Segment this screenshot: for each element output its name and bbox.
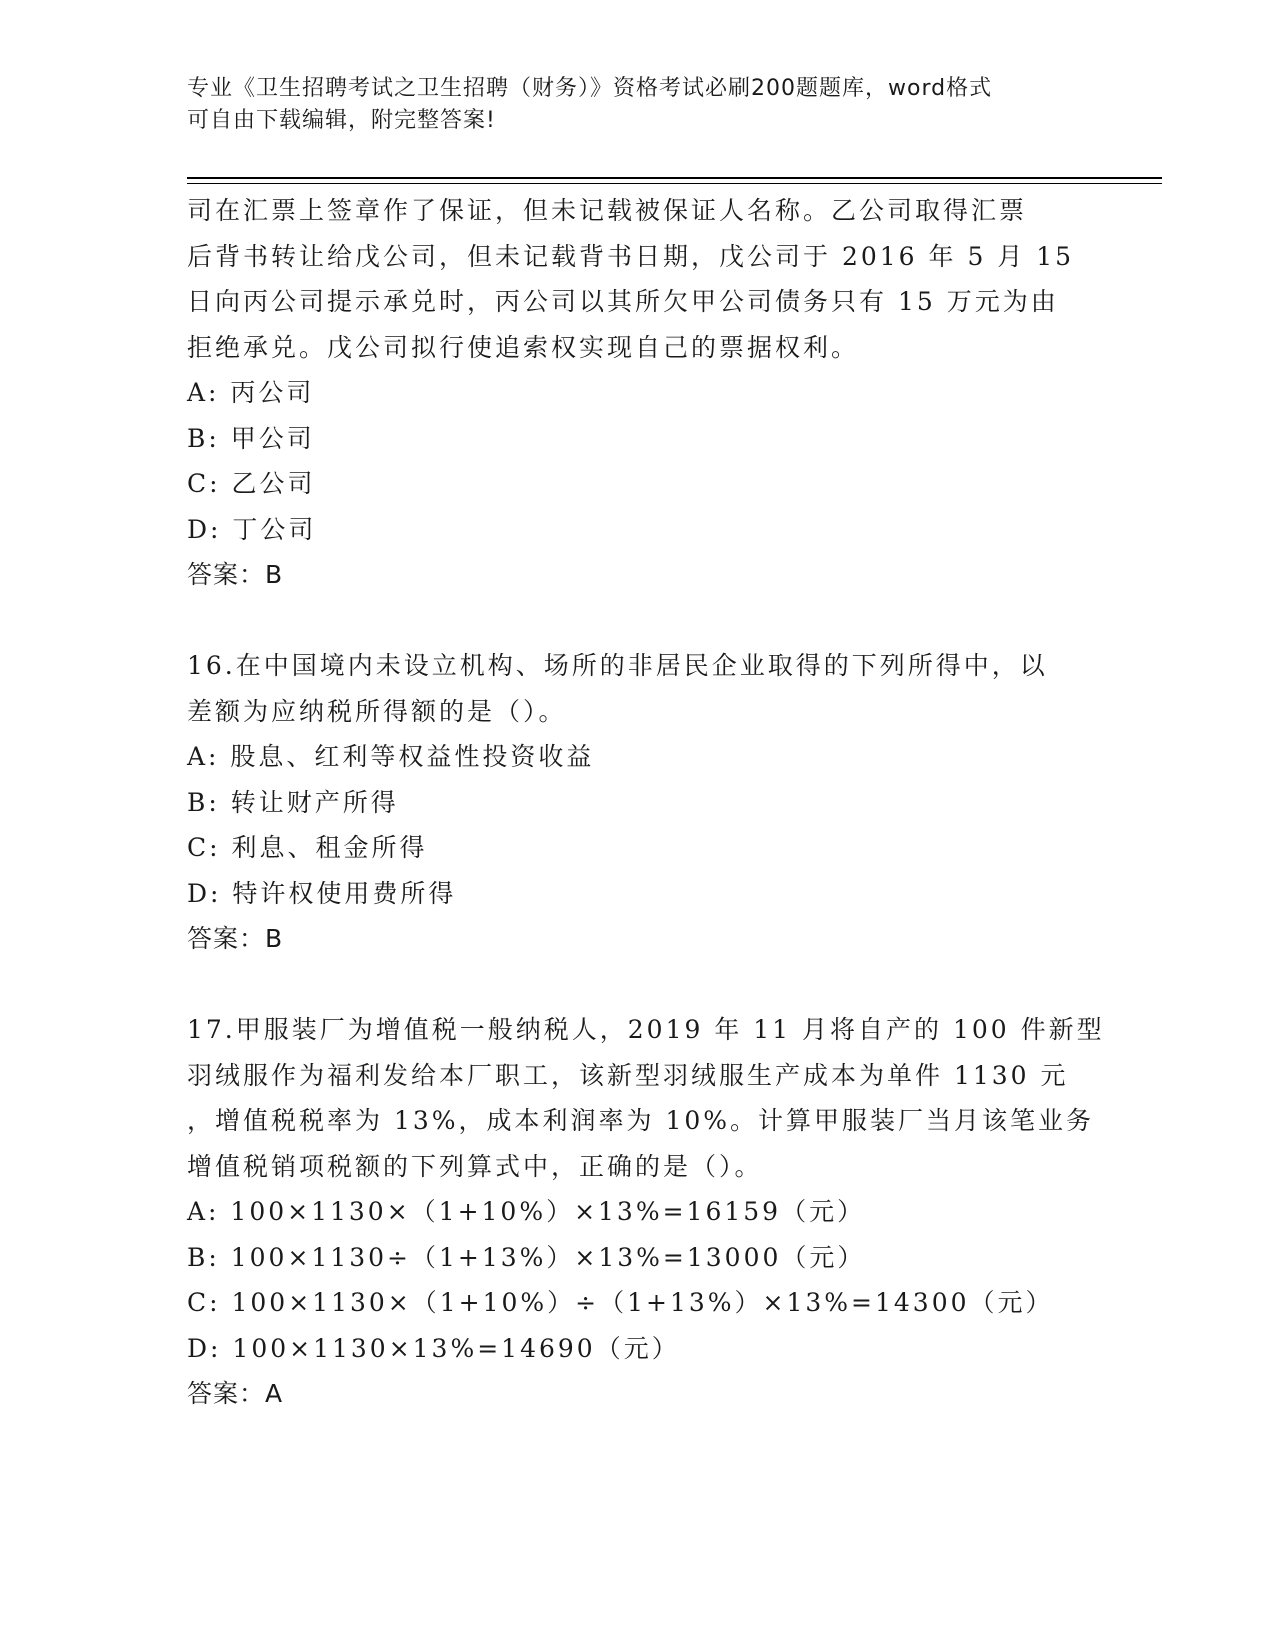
header-title-line-1: 专业《卫生招聘考试之卫生招聘（财务）》资格考试必刷200题题库，word格式 — [187, 76, 993, 101]
option-d: D: 特许权使用费所得 — [187, 878, 457, 908]
answer: 答案：B — [187, 560, 284, 589]
document-header — [187, 73, 1067, 137]
question-text-line: 增值税销项税额的下列算式中，正确的是（）。 — [187, 1151, 763, 1181]
question-text-line: 拒绝承兑。戊公司拟行使追索权实现自己的票据权利。 — [187, 332, 860, 362]
question-text-line: 差额为应纳税所得额的是（）。 — [187, 696, 567, 726]
option-c: C: 乙公司 — [187, 469, 316, 498]
document-body — [187, 188, 1105, 1417]
answer: 答案：A — [187, 1379, 284, 1408]
question-text-line: 后背书转让给戊公司，但未记载背书日期，戊公司于 2016 年 5 月 15 — [187, 241, 1075, 271]
question-17 — [187, 1007, 1105, 1417]
spacer — [187, 962, 1087, 1008]
question-text-line: 16.在中国境内未设立机构、场所的非居民企业取得的下列所得中，以 — [187, 651, 1048, 680]
question-text-line: 17.甲服装厂为增值税一般纳税人，2019 年 11 月将自产的 100 件新型 — [187, 1015, 1105, 1044]
option-d: D: 丁公司 — [187, 514, 317, 544]
answer: 答案：B — [187, 924, 284, 953]
question-16 — [187, 643, 1087, 962]
header-title-line-2: 可自由下载编辑，附完整答案! — [187, 108, 496, 133]
option-d: D: 100×1130×13%=14690（元） — [187, 1333, 680, 1363]
option-b: B: 100×1130÷（1+13%）×13%=13000（元） — [187, 1242, 866, 1272]
option-b: B: 转让财产所得 — [187, 787, 399, 817]
header-divider-thick — [187, 177, 1162, 179]
header-divider-thin — [187, 183, 1162, 184]
option-c: C: 利息、租金所得 — [187, 833, 428, 862]
spacer — [187, 598, 1087, 644]
option-c: C: 100×1130×（1+10%）÷（1+13%）×13%=14300（元） — [187, 1288, 1054, 1317]
question-text-line: 司在汇票上签章作了保证，但未记载被保证人名称。乙公司取得汇票 — [187, 196, 1028, 225]
question-text-line: ，增值税税率为 13%，成本利润率为 10%。计算甲服装厂当月该笔业务 — [187, 1106, 1095, 1135]
question-text-line: 羽绒服作为福利发给本厂职工，该新型羽绒服生产成本为单件 1130 元 — [187, 1060, 1069, 1090]
question-text-line: 日向丙公司提示承兑时，丙公司以其所欠甲公司债务只有 15 万元为由 — [187, 287, 1059, 316]
question-15 — [187, 188, 1087, 598]
option-a: A: 股息、红利等权益性投资收益 — [187, 742, 595, 771]
option-b: B: 甲公司 — [187, 423, 315, 453]
option-a: A: 100×1130×（1+10%）×13%=16159（元） — [187, 1197, 866, 1226]
option-a: A: 丙公司 — [187, 378, 315, 407]
